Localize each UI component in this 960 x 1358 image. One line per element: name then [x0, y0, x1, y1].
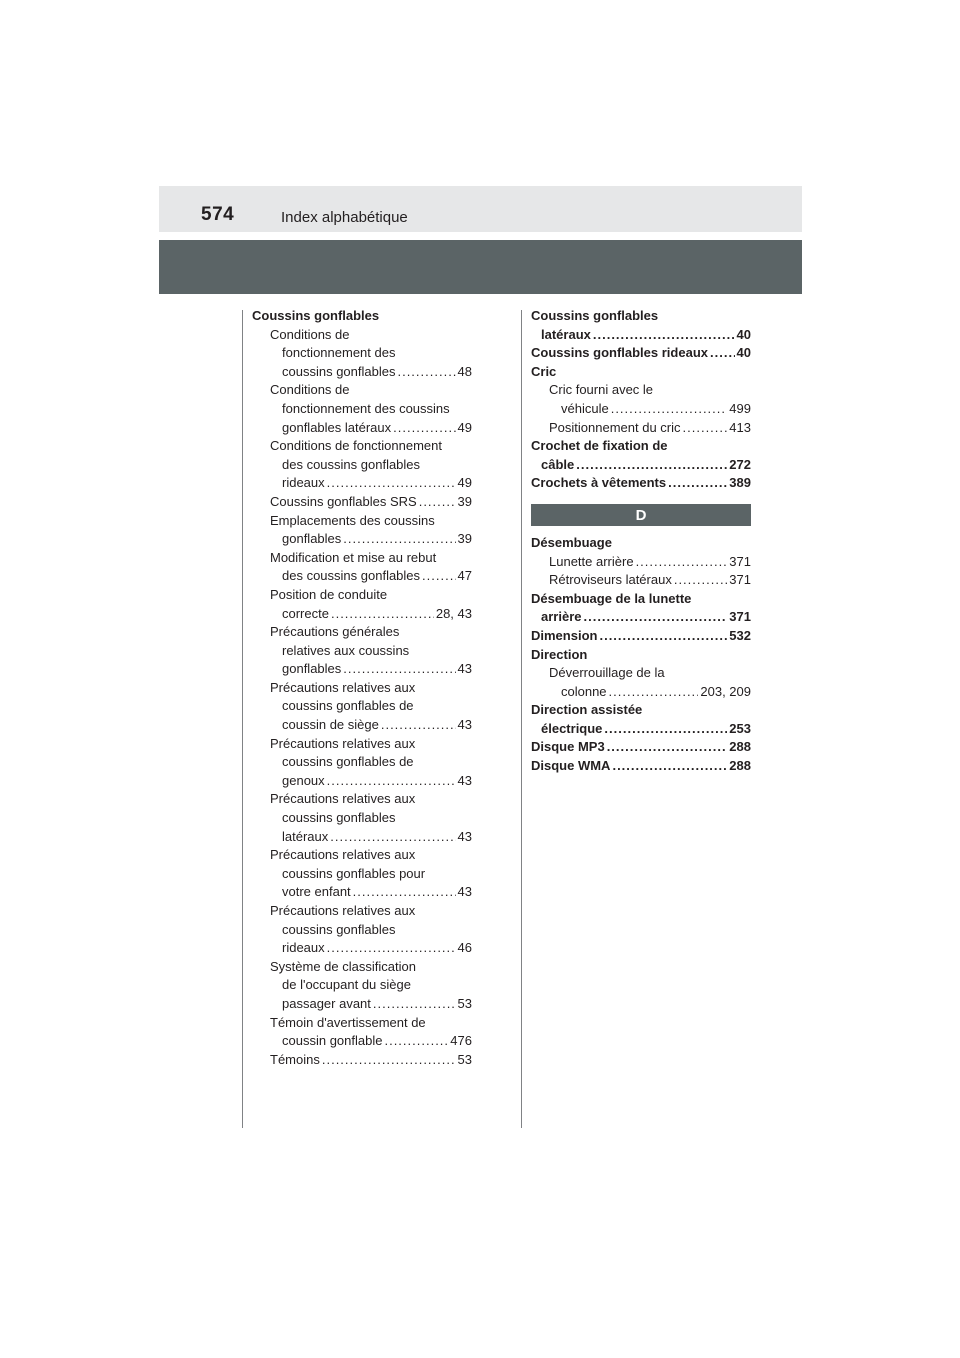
entry-text: Témoins [270, 1051, 320, 1067]
entry-text: Désembuage [531, 534, 612, 550]
leader-dots [599, 627, 727, 646]
index-heading [252, 344, 472, 363]
entry-text: Dimension [531, 627, 598, 643]
leader-dots [373, 995, 456, 1014]
index-entry [531, 326, 751, 345]
leader-dots [327, 474, 456, 493]
index-entry [252, 474, 472, 493]
index-heading [531, 437, 751, 456]
index-entry [531, 571, 751, 590]
index-entry [531, 474, 751, 493]
page-reference: 253 [729, 720, 751, 736]
leader-dots [322, 1051, 456, 1070]
index-heading [252, 735, 472, 754]
page-reference: 499 [729, 400, 751, 416]
index-entry [252, 660, 472, 679]
index-heading [531, 363, 751, 382]
index-entry [252, 716, 472, 735]
entry-text: Emplacements des coussins [270, 512, 435, 528]
index-entry [252, 567, 472, 586]
entry-text: Coussins gonflables [531, 308, 659, 323]
leader-dots [393, 419, 455, 438]
leader-dots [674, 571, 727, 590]
index-heading [252, 326, 472, 345]
entry-text: coussins gonflables de [282, 698, 414, 714]
entry-text: coussins gonflables [282, 363, 396, 379]
leader-dots [612, 757, 727, 776]
entry-text: gonflables [282, 531, 342, 547]
index-heading [252, 586, 472, 605]
column-rule-left [242, 310, 243, 1128]
page-reference: 39 [457, 493, 472, 509]
entry-text: Conditions de [270, 382, 350, 398]
page-reference: 43 [457, 884, 472, 900]
leader-dots [330, 828, 455, 847]
index-entry [531, 344, 751, 363]
entry-text: gonflables latéraux [282, 419, 392, 435]
index-entry [252, 995, 472, 1014]
index-entry [531, 683, 751, 702]
page-reference: 28, 43 [435, 605, 472, 621]
index-heading [531, 646, 751, 665]
entry-text: Témoin d'avertissement de [270, 1014, 426, 1030]
index-entry [252, 493, 472, 512]
page-reference: 288 [729, 739, 751, 755]
page-reference: 371 [729, 572, 751, 588]
page-reference: 43 [457, 717, 472, 733]
index-entry [531, 456, 751, 475]
leader-dots [353, 883, 456, 902]
leader-dots [327, 939, 456, 958]
entry-text: véhicule [561, 400, 609, 416]
page-reference: 532 [729, 627, 751, 643]
page-reference: 371 [729, 553, 751, 569]
entry-text: coussin gonflable [282, 1033, 383, 1049]
entry-text: Positionnement du cric [549, 419, 681, 435]
page-reference: 371 [729, 609, 751, 625]
entry-text: des coussins gonflables [282, 568, 421, 584]
index-heading [252, 976, 472, 995]
index-entry [531, 720, 751, 739]
index-heading [252, 679, 472, 698]
page-reference: 43 [457, 772, 472, 788]
leader-dots [331, 605, 434, 624]
entry-text: coussin de siège [282, 717, 379, 733]
entry-text: gonflables [282, 661, 342, 677]
page-reference: 40 [736, 326, 751, 342]
entry-text: Disque MP3 [531, 739, 605, 755]
entry-text: Coussins gonflables rideaux [531, 345, 708, 361]
entry-text: Coussins gonflables SRS [270, 493, 417, 509]
leader-dots [343, 660, 455, 679]
page-reference: 46 [457, 940, 472, 956]
page-reference: 389 [729, 475, 751, 491]
index-entry [252, 1051, 472, 1070]
index-heading [252, 902, 472, 921]
page-reference: 476 [450, 1033, 472, 1049]
header-dark-band [159, 240, 802, 294]
page-reference: 47 [457, 568, 472, 584]
index-heading [531, 534, 751, 553]
section-letter-bar: D [531, 504, 751, 526]
entry-text: Coussins gonflables [252, 308, 380, 323]
index-heading [252, 921, 472, 940]
entry-text: fonctionnement des coussins [282, 400, 450, 416]
leader-dots [422, 567, 456, 586]
index-entry [252, 530, 472, 549]
leader-dots [397, 363, 455, 382]
entry-text: Direction assistée [531, 702, 643, 718]
index-entry [531, 400, 751, 419]
page-reference: 53 [457, 995, 472, 1011]
index-heading [252, 697, 472, 716]
entry-text: relatives aux coussins [282, 642, 410, 658]
entry-text: correcte [282, 605, 329, 621]
page-reference: 203, 209 [700, 683, 751, 699]
entry-text: Précautions relatives aux [270, 903, 416, 918]
index-entry [531, 627, 751, 646]
index-heading [252, 642, 472, 661]
leader-dots [583, 608, 727, 627]
entry-text: votre enfant [282, 884, 351, 900]
index-heading [252, 958, 472, 977]
entry-text: latéraux [541, 326, 591, 342]
entry-text: Direction [531, 646, 588, 662]
index-heading [252, 381, 472, 400]
index-heading [531, 701, 751, 720]
column-rule-middle [521, 310, 522, 1128]
page-reference: 413 [729, 419, 751, 435]
entry-text: Déverrouillage de la [549, 665, 665, 681]
entry-text: Précautions relatives aux [270, 791, 416, 807]
leader-dots [576, 456, 727, 475]
page-reference: 272 [729, 456, 751, 472]
leader-dots [710, 344, 735, 363]
leader-dots [668, 474, 727, 493]
entry-text: Précautions relatives aux [270, 847, 416, 863]
entry-text: rideaux [282, 475, 325, 491]
index-column-right [531, 307, 751, 776]
page-reference: 39 [457, 531, 472, 547]
index-heading [252, 846, 472, 865]
page-reference: 40 [736, 345, 751, 361]
index-heading [252, 809, 472, 828]
index-entry [252, 363, 472, 382]
page-reference: 49 [457, 419, 472, 435]
entry-text: coussins gonflables [282, 810, 396, 826]
index-entry [252, 772, 472, 791]
index-heading [252, 456, 472, 475]
entry-text: Système de classification [270, 958, 416, 974]
leader-dots [607, 738, 728, 757]
index-heading [252, 865, 472, 884]
entry-text: Précautions relatives aux [270, 679, 416, 695]
leader-dots [343, 530, 455, 549]
index-heading [252, 437, 472, 456]
entry-text: câble [541, 456, 575, 472]
page-reference: 53 [457, 1051, 472, 1067]
entry-text: de l'occupant du siège [282, 977, 411, 993]
page-reference: 43 [457, 828, 472, 844]
entry-text: coussins gonflables de [282, 754, 414, 770]
entry-text: Conditions de [270, 326, 350, 342]
index-entry [252, 883, 472, 902]
entry-text: Rétroviseurs latéraux [549, 572, 672, 588]
leader-dots [636, 553, 728, 572]
index-entry [531, 553, 751, 572]
entry-text: Précautions relatives aux [270, 735, 416, 751]
entry-text: Modification et mise au rebut [270, 549, 437, 565]
index-entry [252, 605, 472, 624]
entry-text: latéraux [282, 828, 329, 844]
leader-dots [381, 716, 456, 735]
page-number: 574 [201, 204, 235, 225]
entry-text: Conditions de fonctionnement [270, 438, 443, 454]
entry-text: arrière [541, 609, 582, 625]
index-heading [252, 307, 472, 326]
index-entry [531, 757, 751, 776]
leader-dots [604, 720, 727, 739]
index-heading [531, 664, 751, 683]
index-heading [531, 590, 751, 609]
page-reference: 49 [457, 475, 472, 491]
index-heading [252, 623, 472, 642]
index-entry [252, 1032, 472, 1051]
entry-text: Crochets à vêtements [531, 475, 667, 491]
index-entry [531, 608, 751, 627]
entry-text: genoux [282, 772, 325, 788]
entry-text: coussins gonflables [282, 921, 396, 937]
entry-text: rideaux [282, 940, 325, 956]
entry-text: fonctionnement des [282, 345, 396, 361]
index-entry [252, 828, 472, 847]
page-reference: 48 [457, 363, 472, 379]
index-heading [252, 549, 472, 568]
entry-text: Position de conduite [270, 586, 388, 602]
page-reference: 288 [729, 758, 751, 774]
index-heading [531, 307, 751, 326]
entry-text: Précautions générales [270, 624, 400, 640]
leader-dots [609, 683, 699, 702]
index-heading [252, 512, 472, 531]
index-entry [252, 939, 472, 958]
entry-text: Cric fourni avec le [549, 382, 654, 398]
page-reference: 43 [457, 661, 472, 677]
entry-text: colonne [561, 683, 607, 699]
index-entry [531, 419, 751, 438]
leader-dots [327, 772, 456, 791]
index-column-left [252, 307, 472, 1069]
entry-text: passager avant [282, 995, 371, 1011]
index-entry [531, 738, 751, 757]
section-title: Index alphabétique [281, 209, 408, 226]
index-heading [252, 1014, 472, 1033]
leader-dots [611, 400, 728, 419]
index-heading [252, 753, 472, 772]
entry-text: des coussins gonflables [282, 456, 421, 472]
entry-text: Désembuage de la lunette [531, 590, 692, 606]
entry-text: Crochet de fixation de [531, 438, 668, 454]
entry-text: Disque WMA [531, 758, 611, 774]
index-heading [252, 790, 472, 809]
entry-text: Cric [531, 363, 557, 379]
leader-dots [593, 326, 735, 345]
index-entry [252, 419, 472, 438]
entry-text: électrique [541, 720, 603, 736]
index-heading [531, 381, 751, 400]
entry-text: Lunette arrière [549, 553, 634, 569]
index-heading [252, 400, 472, 419]
header-band [159, 186, 802, 232]
entry-text: coussins gonflables pour [282, 865, 426, 881]
leader-dots [683, 419, 728, 438]
leader-dots [384, 1032, 448, 1051]
leader-dots [419, 493, 456, 512]
